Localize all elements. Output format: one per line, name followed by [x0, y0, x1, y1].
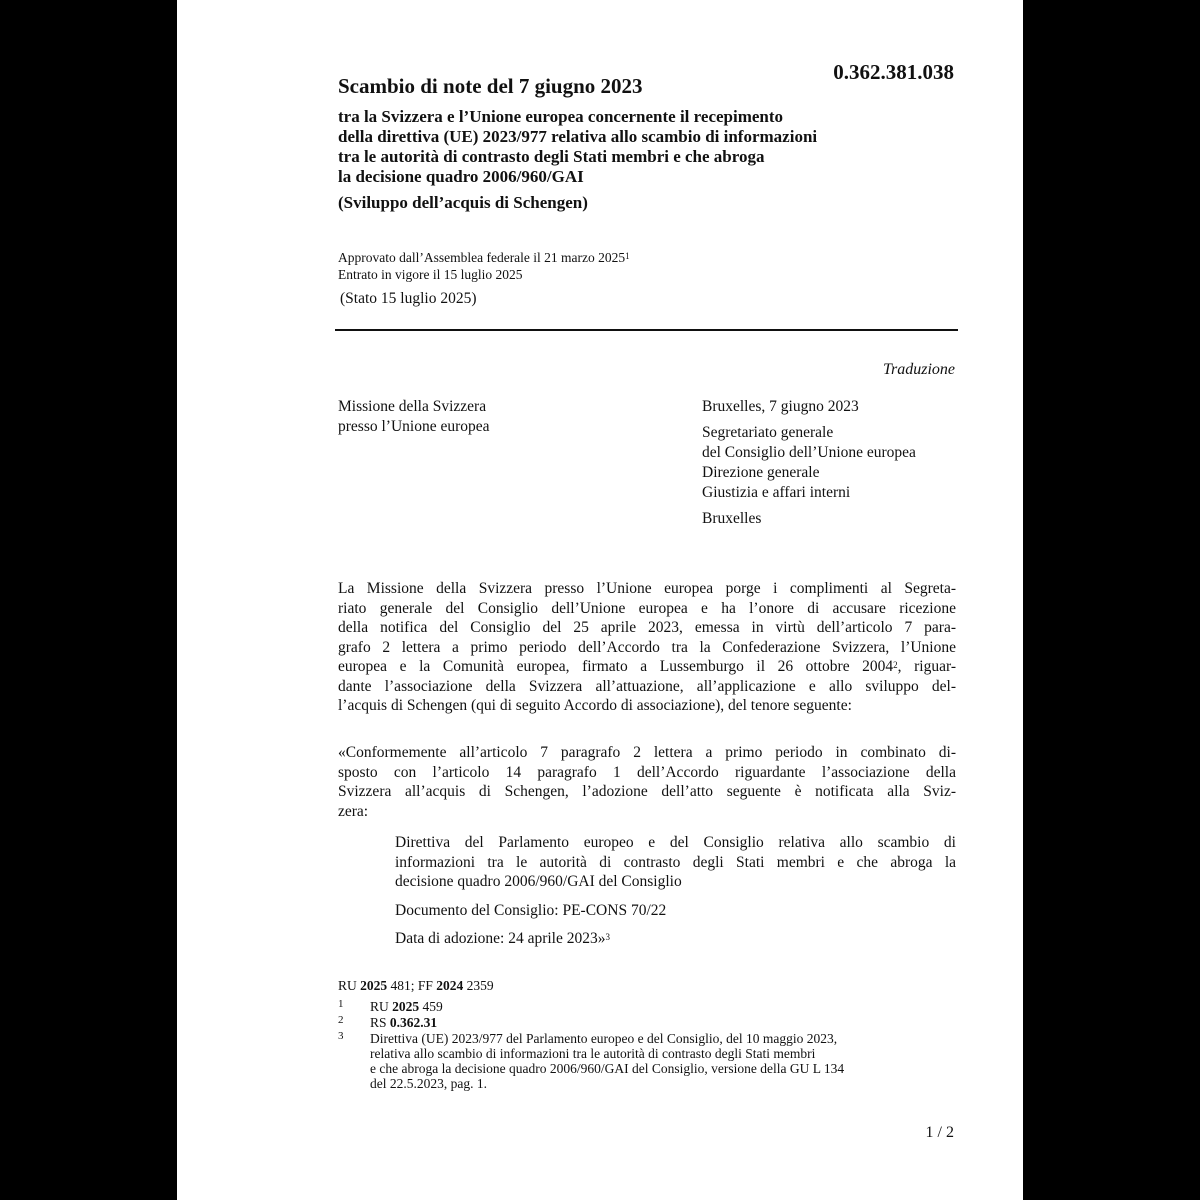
status-date: (Stato 15 luglio 2025)	[340, 290, 477, 307]
paragraph-line: l’acquis di Schengen (qui di seguito Accordo di associazione), del tenore seguente:	[338, 697, 852, 714]
quoted-line: decisione quadro 2006/960/GAI del Consiglio	[395, 873, 682, 890]
paragraph-line: La Missione della Svizzera presso l’Unione europea porge i complimenti al Segreta-	[338, 580, 956, 597]
document-page: 0.362.381.038 Scambio di note del 7 giugno 2023 tra la Svizzera e l’Unione europea concernente il recepimento della direttiva (UE) 2023/977 relativa allo scambio di informazioni tra le autorità di contrasto degli Stati membri e che abroga la decisione quadro 2006/960/GAI (Sviluppo dell’acquis di Schengen) Approvato dall’Assemblea federale il 21 marzo 2025$^1$ Entrato in vigore il 15 luglio 2025 (Stato 15 luglio 2025) Traduzione Missione della Svizzera presso l’Unione europea Bruxelles, 7 giugno 2023 Segretariato generale del Consiglio dell’Unione europea Direzione generale Giustizia e affari interni Bruxelles La Missione della Svizzera presso l’Unione europea porge i complimenti al Segreta- riato generale del Consiglio dell’Unione europea e ha l’onore di accusare ricezione della notifica del Consiglio del 25 aprile 2023, emessa in virtù dell’articolo 7 para- grafo 2 lettera a primo periodo dell’Accordo tra la Confederazione Svizzera, l’Unione europea e la Comunità europea, firmato a Lussemburgo il 26 ottobre 2004$^2$, riguar- dante l’associazione della Svizzera all’attuazione, all’applicazione e allo sviluppo del- l’acquis di Schengen (qui di seguito Accordo di associazione), del tenore seguente: «Conformemente all’articolo 7 paragrafo 2 lettera a primo periodo in combinato di- sposto con l’articolo 14 paragrafo 1 dell’Accordo riguardante l’associazione della Svizzera all’acquis di Schengen, l’adozione dell’atto seguente è notificata alla Sviz- zera: Direttiva del Parlamento europeo e del Consiglio relativa allo scambio di informazioni tra le autorità di contrasto degli Stati membri e che abroga la decisione quadro 2006/960/GAI del Consiglio Documento del Consiglio: PE-CONS 70/22 Data di adozione: 24 aprile 2023»$^3$ RU 2025 481; FF 2024 2359 1 RU 2025 459 2 RS 0.362.31 3 Direttiva (UE) 2023/977 del Parlamento europeo e del Consiglio, del 10 maggio 2023, relativa allo scambio di informazioni tra le autorità di contrasto degli Stati membri e che abroga la decisione quadro 2006/960/GAI del Consiglio, versione della GU L 134 del 22.5.2023, pag. 1. 1 / 2	[177, 0, 1023, 1200]
development-note: (Sviluppo dell’acquis di Schengen)	[338, 193, 588, 212]
body-paragraph-2	[338, 743, 956, 821]
footnote-ref-3[interactable]: 3	[605, 932, 610, 942]
enactment-metadata	[338, 249, 630, 283]
document-subtitle	[338, 107, 978, 187]
translation-label: Traduzione	[882, 361, 955, 378]
paragraph-line: grafo 2 lettera a primo periodo dell’Accordo tra la Confederazione Svizzera, l’Unione	[338, 638, 956, 656]
footnote-ref-2[interactable]: 2	[893, 660, 898, 670]
recipient-block	[702, 397, 916, 529]
publication-reference: RU 2025 481; FF 2024 2359	[338, 978, 494, 993]
recipient-line: Direzione generale	[702, 464, 820, 481]
sender-line: Missione della Svizzera	[338, 398, 487, 415]
place-date: Bruxelles, 7 giugno 2023	[702, 398, 859, 415]
subtitle-line: tra le autorità di contrasto degli Stati membri e che abroga	[338, 147, 765, 166]
sr-number: 0.362.381.038	[833, 60, 954, 84]
paragraph-line: riato generale del Consiglio dell’Unione europea e ha l’onore di accusare ricezione	[338, 599, 956, 617]
paragraph-line: sposto con l’articolo 14 paragrafo 1 dell’Accordo riguardante l’associazione della	[338, 763, 956, 781]
body-paragraph-1	[338, 579, 956, 716]
in-force-text: Entrato in vigore il 15 luglio 2025	[338, 267, 523, 282]
council-document: Documento del Consiglio: PE-CONS 70/22	[395, 902, 667, 919]
document-title: Scambio di note del 7 giugno 2023	[338, 74, 643, 98]
paragraph-line: Svizzera all’acquis di Schengen, l’adozione dell’atto seguente è notificata alla Sviz-	[338, 783, 956, 800]
paragraph-line: dante l’associazione della Svizzera all’attuazione, all’applicazione e allo sviluppo del-	[338, 677, 956, 695]
page-number: 1 / 2	[925, 1124, 954, 1141]
subtitle-line: la decisione quadro 2006/960/GAI	[338, 167, 584, 186]
subtitle-line: della direttiva (UE) 2023/977 relativa allo scambio di informazioni	[338, 127, 818, 146]
recipient-line: Giustizia e affari interni	[702, 484, 851, 501]
recipient-line: del Consiglio dell’Unione europea	[702, 444, 916, 461]
adoption-date: Data di adozione: 24 aprile 2023»$^3$	[395, 930, 610, 947]
paragraph-line: della notifica del Consiglio del 25 aprile 2023, emessa in virtù dell’articolo 7 para-	[338, 619, 956, 636]
quoted-line: Direttiva del Parlamento europeo e del Consiglio relativa allo scambio di	[395, 834, 956, 851]
recipient-line: Segretariato generale	[702, 424, 834, 441]
footnote-ref-1[interactable]: 1	[625, 251, 630, 261]
paragraph-line: europea e la Comunità europea, firmato a Lussemburgo il 26 ottobre 2004$^2$, riguar-	[338, 658, 956, 675]
paragraph-line: «Conformemente all’articolo 7 paragrafo 2 lettera a primo periodo in combinato di-	[338, 744, 956, 761]
approval-text: Approvato dall’Assemblea federale il 21 marzo 2025	[338, 250, 626, 265]
quoted-act	[395, 833, 956, 892]
subtitle-line: tra la Svizzera e l’Unione europea concernente il recepimento	[338, 107, 784, 126]
divider	[335, 329, 958, 331]
quoted-line: informazioni tra le autorità di contrasto degli Stati membri e che abroga la	[395, 853, 956, 871]
paragraph-line: zera:	[338, 802, 369, 820]
recipient-city: Bruxelles	[702, 510, 762, 527]
sender-line: presso l’Unione europea	[338, 418, 490, 435]
sender-block	[338, 397, 490, 437]
